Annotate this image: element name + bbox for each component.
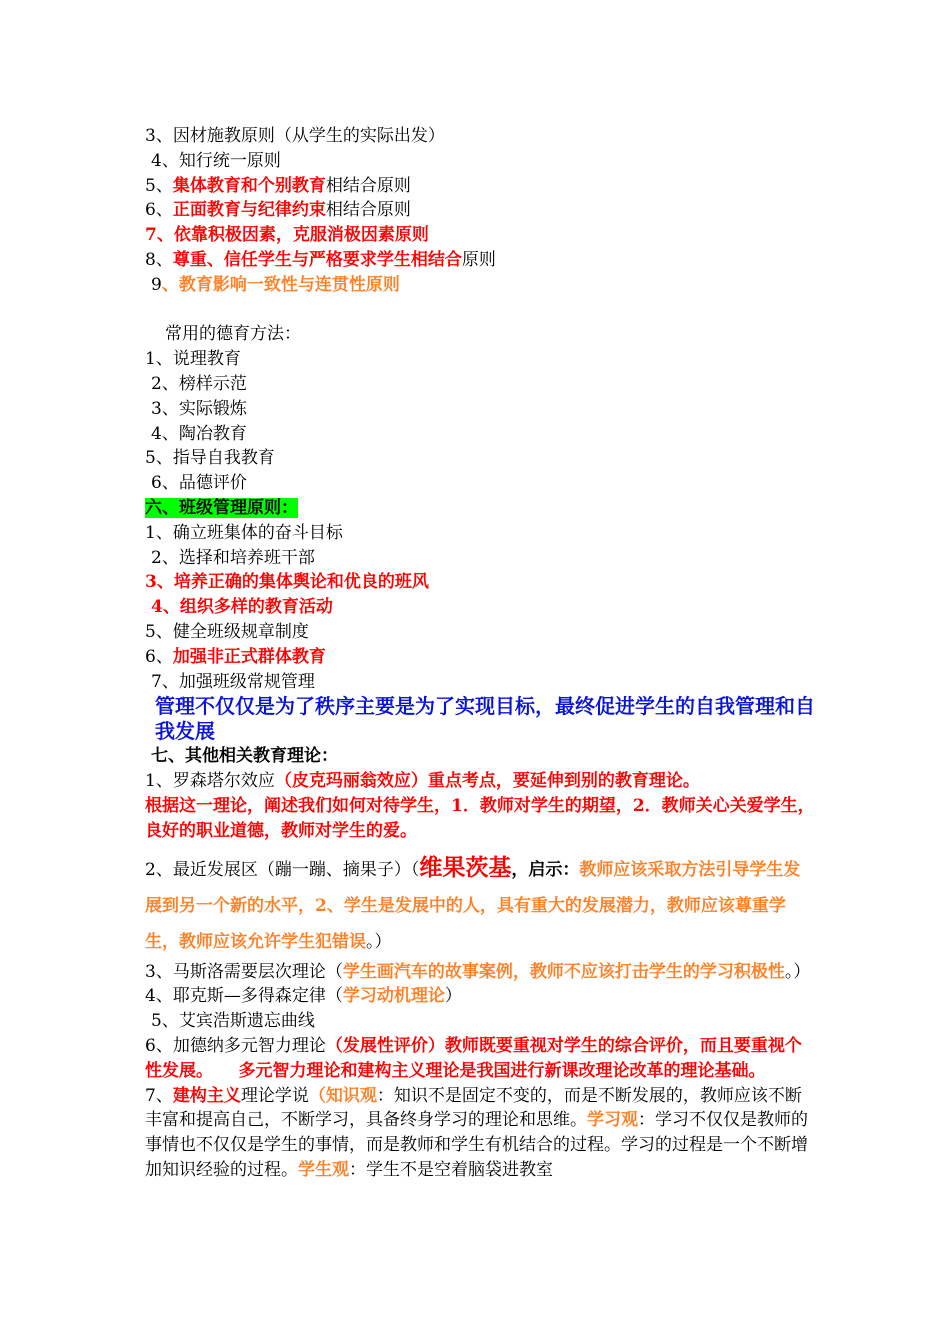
- principle-8-rest: 原则: [461, 249, 496, 270]
- method-item: 1、说理教育: [145, 349, 241, 370]
- principle-7: 7、依靠积极因素，克服消极因素原则: [145, 225, 429, 246]
- theory-2-name: 2、最近发展区（蹦一蹦、摘果子）（: [145, 859, 420, 880]
- theory-6-name: 6、加德纳多元智力理论: [145, 1035, 326, 1056]
- method-item: 5、指导自我教育: [145, 448, 275, 469]
- method-item: 2、榜样示范: [151, 373, 247, 394]
- class-mgmt-item: 1、确立班集体的奋斗目标: [145, 522, 343, 543]
- theory-2-end: 。）: [366, 931, 392, 952]
- theory-7-paren: （: [308, 1085, 326, 1106]
- theory-2-mid: ，启示：: [511, 859, 580, 880]
- class-mgmt-heading: [145, 496, 815, 521]
- class-mgmt-item: [145, 645, 815, 670]
- class-mgmt-item: 3、培养正确的集体舆论和优良的班风: [145, 572, 429, 593]
- document-body: [145, 124, 815, 1183]
- theory-7-knowledge-view: 知识观: [325, 1085, 377, 1106]
- theory-5: 5、艾宾浩斯遗忘曲线: [151, 1011, 315, 1032]
- theory-7-learning-view: 学习观: [587, 1110, 638, 1131]
- theory-1: [145, 769, 815, 794]
- class-mgmt-item: 2、选择和培养班干部: [151, 547, 315, 568]
- theory-3: [145, 960, 815, 985]
- theory-2-author: 维果茨基: [419, 853, 512, 881]
- theory-7-mid: 理论学说: [240, 1085, 309, 1106]
- principle-8-num: 8、: [145, 249, 173, 270]
- principle-9: [145, 273, 815, 298]
- method-item: 4、陶冶教育: [151, 423, 247, 444]
- methods-title: 常用的德育方法：: [165, 324, 301, 345]
- theory-4-note: 学习动机理论: [342, 986, 445, 1007]
- method-item: 3、实际锻炼: [151, 398, 247, 419]
- class-mgmt-item-highlight: 加强非正式群体教育: [172, 646, 326, 667]
- theory-1-name: 1、罗森塔尔效应: [145, 771, 275, 792]
- principle-5-num: 5、: [145, 175, 173, 196]
- principle-8: [145, 248, 815, 273]
- class-mgmt-heading-text: 六、班级管理原则：: [145, 497, 298, 518]
- theory-1-note: （皮克玛丽翁效应）重点考点，要延伸到别的教育理论。: [274, 771, 700, 792]
- principle-9-highlight: 、教育影响一致性与连贯性原则: [161, 274, 400, 295]
- theory-4-end: ）: [444, 986, 462, 1007]
- theory-2: [145, 850, 815, 960]
- class-mgmt-item: 5、健全班级规章制度: [145, 621, 309, 642]
- method-item: 6、品德评价: [151, 473, 247, 494]
- principle-6-num: 6、: [145, 200, 173, 221]
- theory-4: [145, 984, 815, 1009]
- theory-3-end: 。）: [784, 961, 811, 982]
- theory-7-student-text: ：学生不是空着脑袋进教室: [349, 1159, 553, 1180]
- principle-6: [145, 198, 815, 223]
- theory-7: [145, 1084, 815, 1183]
- theory-7-num: 7、: [145, 1085, 173, 1106]
- theory-7-learning-text: ：学习不仅仅是教师的事情也不仅仅是学生的事情，而是教师和学生有机结合的过程。学习的过程是一个不断增加知识经验的过程。: [145, 1110, 808, 1180]
- theory-4-name: 4、耶克斯—多得森定律（: [145, 986, 343, 1007]
- management-emphasis: 管理不仅仅是为了秩序主要是为了实现目标，最终促进学生的自我管理和自我发展: [155, 694, 815, 744]
- principle-4: 4、知行统一原则: [151, 150, 281, 171]
- blank-line: [145, 298, 815, 323]
- theory-6: [145, 1034, 815, 1084]
- class-mgmt-item: 4、组织多样的教育活动: [151, 597, 333, 618]
- theory-1-detail: 根据这一理论，阐述我们如何对待学生，1．教师对学生的期望，2．教师关心关爱学生，良好的职业道德，教师对学生的爱。: [145, 795, 815, 841]
- principle-5-highlight: 集体教育和个别教育: [172, 175, 326, 196]
- principle-8-highlight: 尊重、信任学生与严格要求学生相结合: [172, 249, 462, 270]
- theory-3-name: 3、马斯洛需要层次理论（: [145, 961, 343, 982]
- principle-5-rest: 相结合原则: [325, 175, 411, 196]
- principle-9-num: 9: [151, 274, 162, 295]
- theory-3-note: 学生画汽车的故事案例，教师不应该打击学生的学习积极性: [342, 961, 785, 982]
- theories-heading: 七、其他相关教育理论：: [151, 746, 338, 767]
- theory-7-student-view: 学生观: [298, 1159, 349, 1180]
- principle-6-highlight: 正面教育与纪律约束: [172, 200, 326, 221]
- class-mgmt-item: 7、加强班级常规管理: [151, 671, 315, 692]
- principle-3: 3、因材施教原则（从学生的实际出发）: [145, 126, 445, 146]
- class-mgmt-item-num: 6、: [145, 646, 173, 667]
- theory-7-name: 建构主义: [172, 1085, 241, 1106]
- theory-7-knowledge-text: ：知识不是固定不变的，而是不断发展的，教师应该不断丰富和提高自己，不断学习，具备终身学习的理论和思维。: [145, 1085, 802, 1131]
- theory-6-note: （发展性评价）教师既要重视对学生的综合评价，而且要重视个性发展。 多元智力理论和建构主义理论是我国进行新课改理论改革的理论基础。: [145, 1035, 802, 1081]
- theory-2-insight: 教师应该采取方法引导学生发展到另一个新的水平，2、学生是发展中的人，具有重大的发展潜力，教师应该尊重学生，教师应该允许学生犯错误: [145, 859, 801, 952]
- principle-6-rest: 相结合原则: [325, 200, 411, 221]
- principle-5: [145, 174, 815, 199]
